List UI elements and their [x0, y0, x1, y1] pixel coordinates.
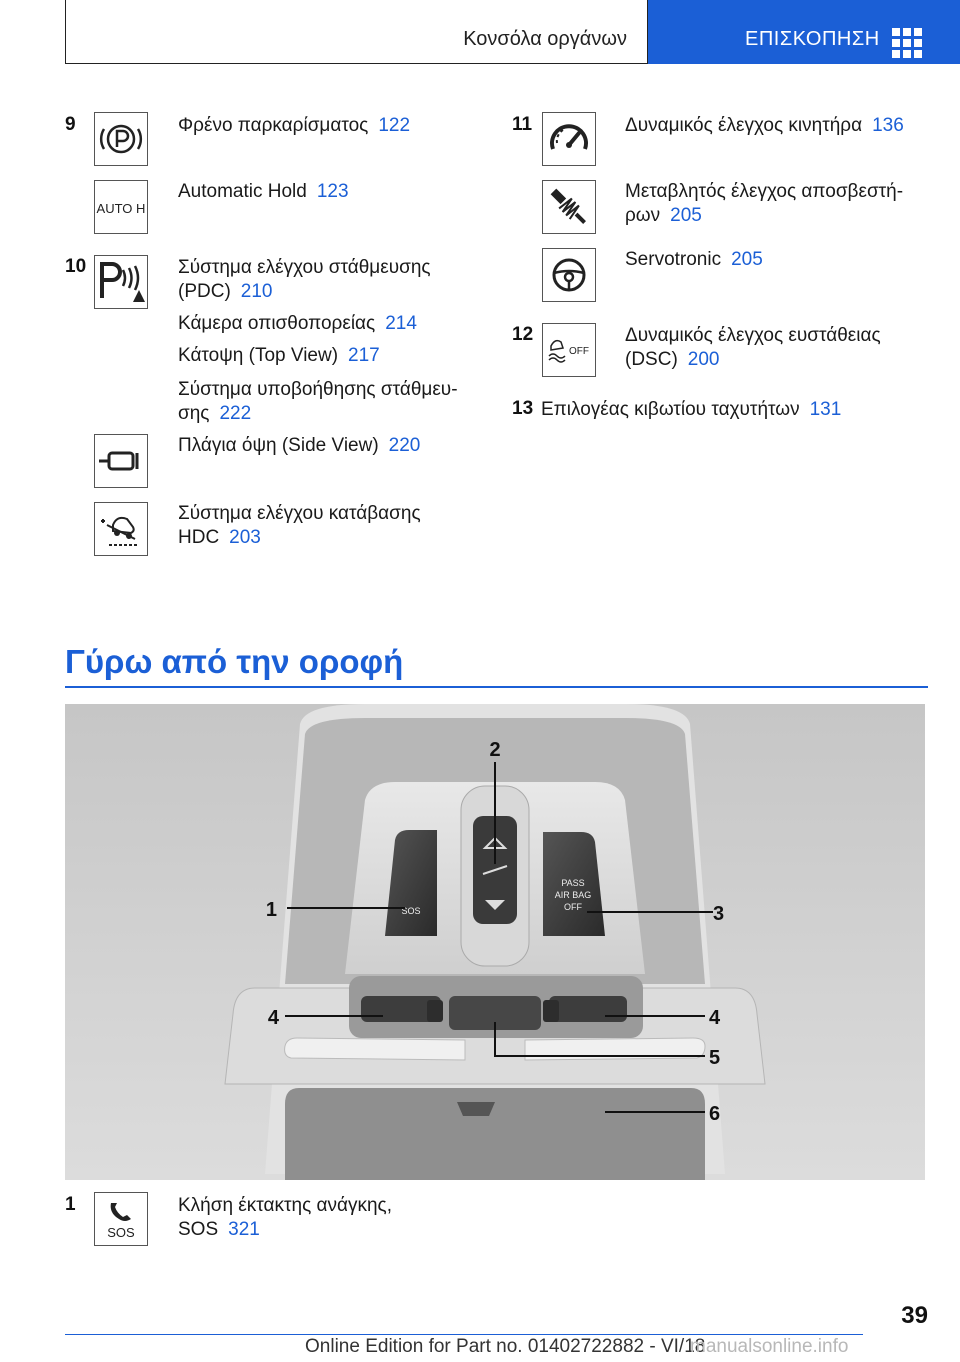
page-link[interactable]: 136	[872, 115, 904, 136]
hdc-icon	[95, 503, 147, 555]
page-number: 39	[901, 1302, 928, 1329]
page-link[interactable]: 123	[316, 181, 349, 202]
list-item: Σύστημα υποβοήθησης στάθμευ- σης 222	[178, 379, 458, 424]
page-link[interactable]: 220	[388, 435, 421, 456]
list-item: Κάμερα οπισθοπορείας 214	[178, 313, 417, 334]
footer-divider	[65, 1334, 863, 1335]
list-item: Πλάγια όψη (Side View) 220	[178, 435, 421, 456]
svg-text:AUTO H: AUTO H	[96, 201, 146, 216]
pdc-icon	[95, 256, 147, 308]
item-number: 11	[512, 114, 533, 135]
list-item: Σύστημα ελέγχου στάθμευσης (PDC) 210	[178, 257, 431, 302]
svg-text:SOS: SOS	[107, 1225, 135, 1240]
header-tab[interactable]	[648, 0, 960, 64]
svg-text:AIR BAG: AIR BAG	[554, 890, 592, 900]
list-item: Κλήση έκτακτης ανάγκης, SOS 321	[178, 1195, 392, 1240]
side-view-icon	[95, 435, 147, 487]
list-item: Επιλογέας κιβωτίου ταχυτήτων 131	[541, 399, 842, 420]
page-link[interactable]: 321	[228, 1219, 260, 1240]
icon-box	[94, 502, 148, 556]
page-link[interactable]: 214	[385, 313, 417, 334]
page-link[interactable]: 210	[240, 281, 273, 302]
footer-watermark: manualsonline.info	[690, 1336, 849, 1357]
svg-text:PASS: PASS	[561, 878, 585, 888]
svg-text:3: 3	[713, 903, 725, 925]
svg-text:OFF: OFF	[564, 902, 582, 912]
item-number: 12	[512, 324, 534, 345]
item-number: 13	[512, 398, 534, 419]
svg-text:6: 6	[709, 1103, 721, 1125]
roof-console-photo	[65, 704, 925, 1180]
footer-edition: Online Edition for Part no. 01402722882 - VI/18	[305, 1336, 706, 1357]
header-tab-label: ΕΠΙΣΚΟΠΗΣΗ	[745, 28, 880, 50]
svg-text:SOS: SOS	[401, 906, 421, 916]
svg-text:4: 4	[267, 1007, 279, 1029]
list-item: Δυναμικός έλεγχος ευστάθειας (DSC) 200	[625, 325, 881, 370]
dynamic-control-icon	[543, 113, 595, 165]
grid-icon	[892, 28, 922, 58]
svg-text:4: 4	[709, 1007, 721, 1029]
item-number: 1	[65, 1194, 76, 1215]
list-item: Servotronic 205	[625, 249, 763, 270]
header-section-title: Κονσόλα οργάνων	[463, 28, 627, 50]
item-number: 9	[65, 114, 76, 135]
icon-box	[94, 434, 148, 488]
svg-text:1: 1	[265, 899, 277, 921]
section-divider	[65, 686, 928, 688]
sos-icon	[95, 1193, 147, 1245]
list-item: Φρένο παρκαρίσματος 122	[178, 115, 411, 136]
list-item: Δυναμικός έλεγχος κινητήρα 136	[625, 115, 904, 136]
header-box	[65, 0, 648, 64]
svg-text:OFF: OFF	[569, 346, 589, 357]
dsc-off-icon	[543, 324, 595, 376]
page-link[interactable]: 200	[687, 349, 720, 370]
page-link[interactable]: 122	[378, 115, 411, 136]
page-link[interactable]: 131	[809, 399, 842, 420]
svg-text:5: 5	[709, 1047, 721, 1069]
svg-text:2: 2	[489, 739, 501, 761]
icon-box	[94, 180, 148, 234]
shock-absorber-icon	[543, 181, 595, 233]
page-link[interactable]: 222	[219, 403, 252, 424]
auto-hold-icon	[95, 181, 147, 233]
item-number: 10	[65, 256, 87, 277]
icon-box	[542, 112, 596, 166]
page-link[interactable]: 205	[670, 205, 702, 226]
icon-box	[94, 112, 148, 166]
page-link[interactable]: 205	[731, 249, 763, 270]
page-link[interactable]: 217	[348, 345, 380, 366]
icon-box	[94, 255, 148, 309]
icon-box	[542, 248, 596, 302]
section-title: Γύρω από την οροφή	[65, 643, 404, 680]
list-item: Κάτοψη (Top View) 217	[178, 345, 380, 366]
page-link[interactable]: 203	[229, 527, 261, 548]
parking-brake-icon	[95, 113, 147, 165]
icon-box	[94, 1192, 148, 1246]
list-item: Automatic Hold 123	[178, 181, 349, 202]
list-item: Μεταβλητός έλεγχος αποσβεστή- ρων 205	[625, 181, 904, 226]
icon-box	[542, 180, 596, 234]
steering-wheel-icon	[543, 249, 595, 301]
icon-box	[542, 323, 596, 377]
list-item: Σύστημα ελέγχου κατάβασης HDC 203	[178, 503, 421, 548]
